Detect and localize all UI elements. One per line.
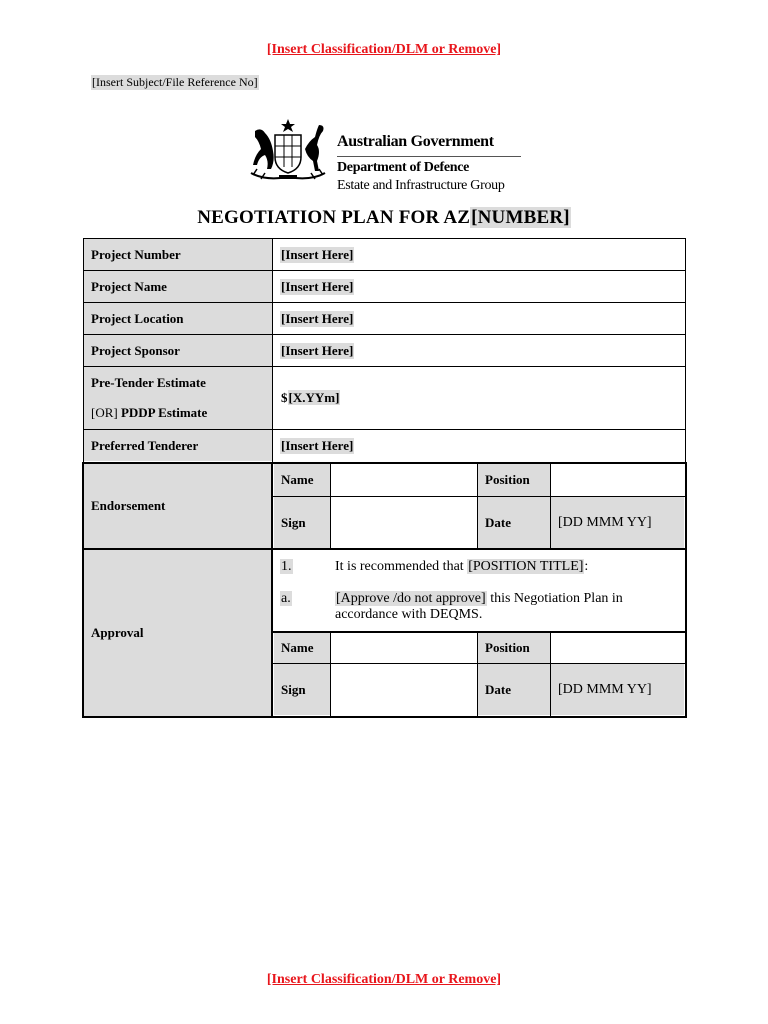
table-border-right <box>685 238 686 462</box>
table-divider <box>83 334 686 335</box>
value-estimate-placeholder[interactable]: [X.YYm] <box>288 390 340 405</box>
approval-item-number-text: 1. <box>281 559 292 574</box>
approval-name-label: Name <box>274 633 330 663</box>
table-column-divider <box>272 238 273 462</box>
label-approval: Approval <box>84 550 272 716</box>
approval-item-number <box>280 559 293 575</box>
section-border-left <box>82 462 84 718</box>
endorsement-col-divider <box>477 464 478 548</box>
approval-name-field[interactable] <box>331 633 477 663</box>
logo-department-text: Department of Defence <box>337 160 470 175</box>
approval-position-label: Position <box>478 633 550 663</box>
australian-government-logo <box>245 117 535 197</box>
section-column-divider <box>271 462 273 718</box>
logo-government-text: Australian Government <box>337 133 494 150</box>
label-estimate <box>84 367 272 429</box>
label-project-sponsor: Project Sponsor <box>84 335 272 366</box>
endorsement-name-label: Name <box>274 464 330 496</box>
value-project-sponsor-text[interactable]: [Insert Here] <box>281 342 354 358</box>
approval-position-field[interactable] <box>551 633 684 663</box>
value-estimate-text[interactable]: $[X.YYm] <box>281 390 340 405</box>
value-project-number[interactable] <box>273 239 685 270</box>
approval-signature-field[interactable] <box>331 664 477 715</box>
value-project-location[interactable] <box>273 303 685 334</box>
value-project-location-text[interactable]: [Insert Here] <box>281 310 354 326</box>
label-pddp-estimate-line <box>91 405 207 421</box>
approval-sub-letter <box>280 591 292 607</box>
approval-sub-text-1: this Negotiation Plan in <box>486 591 623 606</box>
approval-row-divider <box>273 663 685 664</box>
approval-sign-label: Sign <box>274 664 330 715</box>
approval-col-divider <box>550 633 551 716</box>
file-reference: [Insert Subject/File Reference No] <box>92 75 258 89</box>
coat-of-arms-icon <box>245 117 331 181</box>
value-project-sponsor[interactable] <box>273 335 685 366</box>
section-border-middle <box>82 548 687 550</box>
endorsement-row-divider <box>273 496 685 497</box>
table-divider <box>83 302 686 303</box>
value-preferred-tenderer-text[interactable]: [Insert Here] <box>281 437 354 453</box>
approval-inner-border <box>272 631 687 633</box>
endorsement-position-field[interactable] <box>551 464 684 496</box>
endorsement-col-divider <box>550 464 551 548</box>
endorsement-signature-field[interactable] <box>331 497 477 548</box>
section-border-top <box>82 462 687 464</box>
approval-date-value[interactable]: [DD MMM YY] <box>551 664 684 715</box>
label-project-location: Project Location <box>84 303 272 334</box>
classification-footer <box>0 972 768 988</box>
table-divider <box>83 270 686 271</box>
label-or: [OR] <box>91 405 118 420</box>
endorsement-name-field[interactable] <box>331 464 477 496</box>
approval-date-label: Date <box>478 664 550 715</box>
endorsement-date-label: Date <box>478 497 550 548</box>
table-border-top <box>83 238 686 239</box>
title-prefix: NEGOTIATION PLAN FOR AZ <box>197 207 471 228</box>
value-project-name-text[interactable]: [Insert Here] <box>281 278 354 294</box>
approval-sub-item <box>335 591 675 623</box>
value-project-name[interactable] <box>273 271 685 302</box>
endorsement-col-divider <box>330 464 331 548</box>
approval-recommendation-text: It is recommended that <box>335 559 464 574</box>
label-project-name: Project Name <box>84 271 272 302</box>
label-pre-tender-estimate: Pre-Tender Estimate <box>91 375 206 390</box>
table-divider <box>83 429 686 430</box>
approval-col-divider <box>330 633 331 716</box>
endorsement-position-label: Position <box>478 464 550 496</box>
label-project-number: Project Number <box>84 239 272 270</box>
endorsement-date-value[interactable]: [DD MMM YY] <box>551 497 684 548</box>
section-border-bottom <box>82 716 687 718</box>
classification-footer-text: [Insert Classification/DLM or Remove] <box>266 972 502 987</box>
approval-col-divider <box>477 633 478 716</box>
document-title <box>0 207 768 229</box>
section-border-right <box>685 462 687 718</box>
endorsement-sign-label: Sign <box>274 497 330 548</box>
approval-sub-text-2: accordance with DEQMS. <box>335 607 483 622</box>
approval-sub-letter-text: a. <box>281 591 291 606</box>
approval-recommendation <box>335 559 588 575</box>
label-pddp-estimate: PDDP Estimate <box>120 405 208 420</box>
value-project-number-text[interactable]: [Insert Here] <box>281 246 354 262</box>
classification-header <box>0 42 768 58</box>
logo-group-text: Estate and Infrastructure Group <box>337 178 505 193</box>
approval-choice[interactable]: [Approve /do not approve] <box>336 591 486 606</box>
classification-header-text: [Insert Classification/DLM or Remove] <box>266 42 502 57</box>
table-border-left <box>83 238 84 462</box>
label-preferred-tenderer: Preferred Tenderer <box>84 430 272 461</box>
approval-colon: : <box>584 559 589 574</box>
value-preferred-tenderer[interactable] <box>273 430 685 461</box>
title-number-placeholder[interactable]: [NUMBER] <box>471 207 570 228</box>
logo-divider <box>337 156 521 157</box>
table-divider <box>83 366 686 367</box>
approval-position-title[interactable]: [POSITION TITLE] <box>468 559 584 574</box>
value-estimate[interactable] <box>273 367 685 429</box>
label-endorsement: Endorsement <box>84 464 272 548</box>
